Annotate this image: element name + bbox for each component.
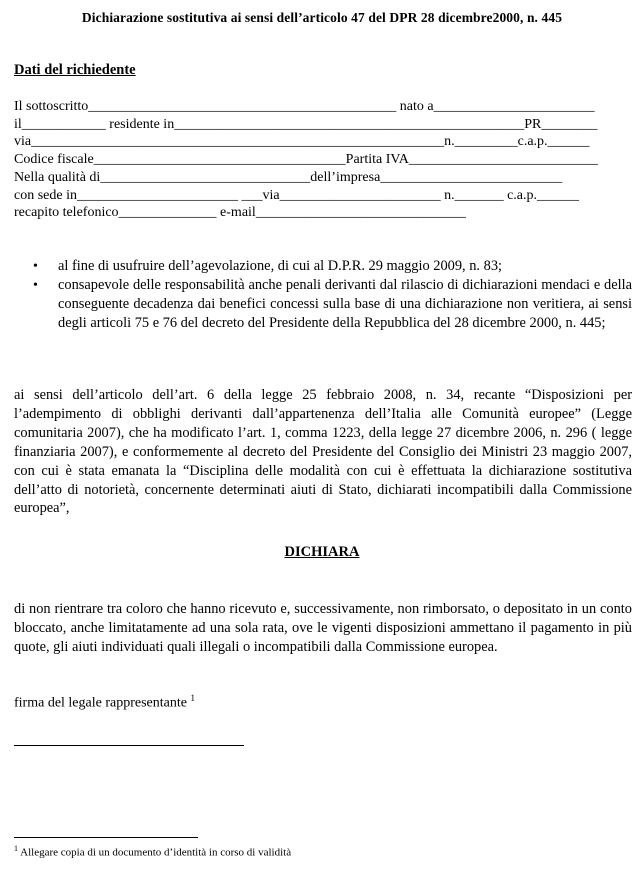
section-heading-applicant-data: Dati del richiedente bbox=[14, 62, 136, 78]
declaration-paragraph: di non rientrare tra coloro che hanno ricevuto e, successivamente, non rimborsato, o depositato in un conto bloccato, anche limitatamente ad una sola rata, ove le vigenti disposizioni ammettano il pagamento in più quote, gli aiuti individuati quali illegali o incompatibili dalla Commissione europea. bbox=[14, 601, 632, 655]
form-line-phone-email[interactable]: recapito telefonico______________ e-mail______________________________ bbox=[14, 205, 466, 221]
form-line-role-company[interactable]: Nella qualità di______________________________dell’impresa__________________________ bbox=[14, 169, 563, 185]
form-line-birthdate-residence[interactable]: il____________ residente in__________________________________________________PR________ bbox=[14, 116, 598, 132]
form-line-name-birthplace[interactable]: Il sottoscritto____________________________________________ nato a_______________________ bbox=[14, 99, 595, 114]
premise-bullet-list bbox=[30, 257, 632, 333]
form-line-tax-code-vat[interactable]: Codice fiscale____________________________________Partita IVA___________________________ bbox=[14, 152, 598, 168]
applicant-form bbox=[14, 98, 626, 222]
footnote-separator bbox=[14, 837, 198, 838]
signature-label-text: firma del legale rappresentante bbox=[14, 695, 187, 711]
legal-reference-paragraph: ai sensi dell’articolo dell’art. 6 della legge 25 febbraio 2008, n. 34, recante “Disposizioni per l’adempimento di obblighi derivanti dall’appartenenza dell’Italia alle Comunità europee” (Legge comunitaria 2007), che ha modificato l’art. 1, comma 1223, della legge 27 dicembre 2006, n. 296 ( legge finanziaria 2007), e conformemente al decreto del Presidente del Consiglio dei Ministri 23 maggio 2007, con cui è stata emanata la “Disciplina delle modalità con cui è effettuata la dichiarazione sostitutiva dell’atto di notorietà, concernente determinati aiuti di Stato, dichiarati incompatibili dalla Commissione europea”, bbox=[14, 387, 632, 517]
footnote-text: Allegare copia di un documento d’identità in corso di validità bbox=[20, 846, 292, 859]
bullet-benefit-purpose: • al fine di usufruire dell’agevolazione, di cui al D.P.R. 29 maggio 2009, n. 83; bbox=[30, 257, 632, 276]
footnote-reference: 1 bbox=[190, 693, 195, 703]
signature-line[interactable] bbox=[14, 745, 244, 746]
signature-label bbox=[14, 693, 195, 712]
footnote bbox=[14, 844, 291, 859]
footnote-number: 1 bbox=[14, 844, 18, 853]
bullet-liability-awareness: • consapevole delle responsabilità anche penali derivanti dal rilascio di dichiarazioni mendaci e della conseguente decadenza dai benefici concessi sulla base di una dichiarazione non veritiera, ai sensi degli articoli 75 e 76 del decreto del Presidente della Repubblica del 28 dicembre 2000, n. 445; bbox=[30, 276, 632, 333]
document-title: Dichiarazione sostitutiva ai sensi dell’articolo 47 del DPR 28 dicembre2000, n. 445 bbox=[81, 10, 563, 25]
form-line-address[interactable]: via___________________________________________________________n._________c.a.p.______ bbox=[14, 134, 590, 150]
declares-heading: DICHIARA bbox=[284, 544, 360, 560]
form-line-company-address[interactable]: con sede in_______________________ ___via_______________________ n._______ c.a.p.______ bbox=[14, 187, 580, 203]
